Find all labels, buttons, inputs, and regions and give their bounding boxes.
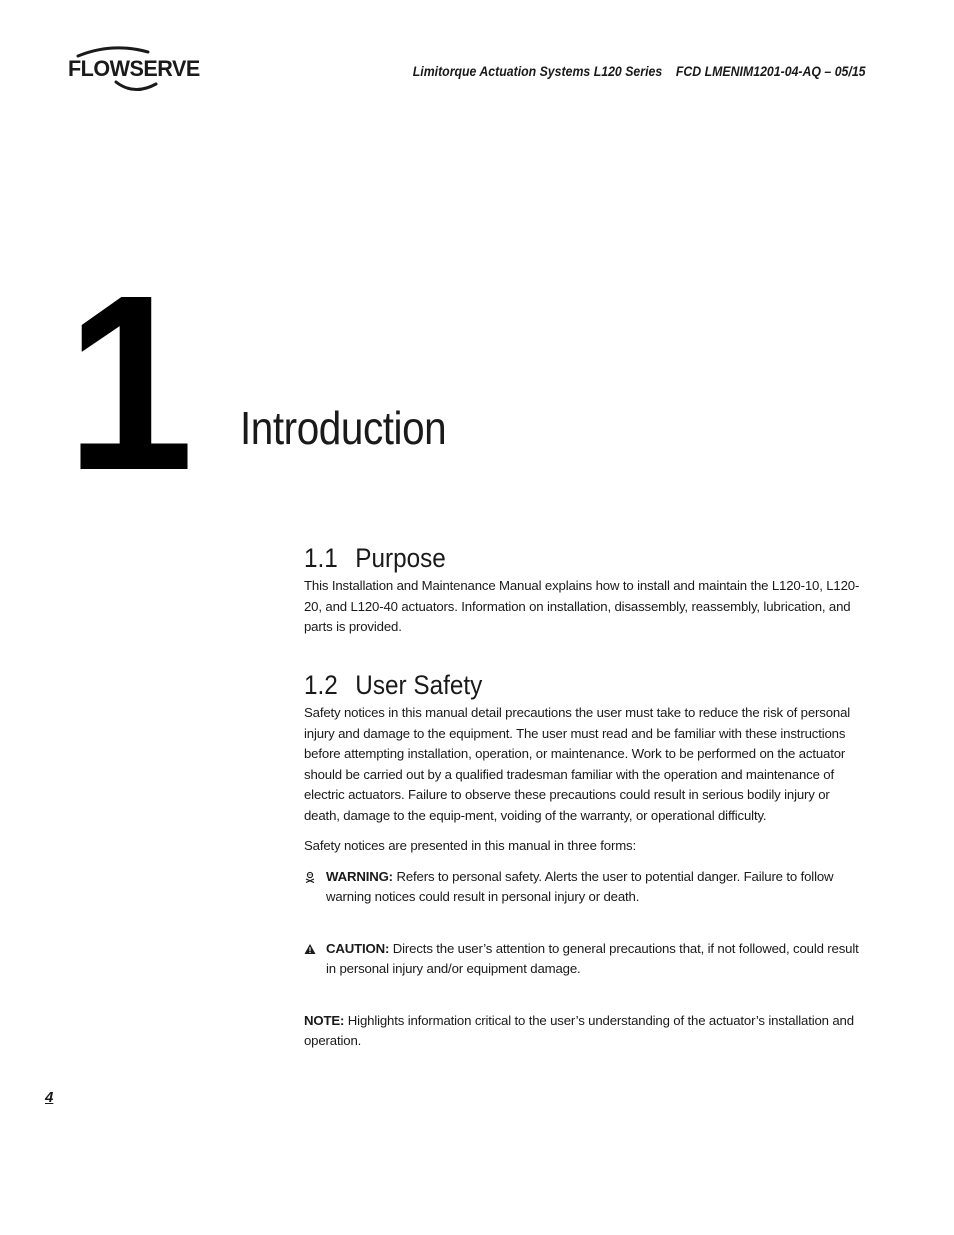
- purpose-paragraph: This Installation and Maintenance Manual explains how to install and maintain the L120-10, L120-20, and L120-40 actuators. Information on installation, disassembly, reassembly, lubrication, and parts is provided.: [304, 578, 860, 635]
- chapter-title: Introduction: [240, 402, 447, 454]
- section-heading-purpose: [304, 542, 808, 574]
- caution-text: Directs the user’s attention to general precautions that, if not followed, could result in personal injury and/or equipment damage.: [326, 940, 859, 977]
- warning-text: Refers to personal safety. Alerts the user to potential danger. Failure to follow warning notices could result in personal injury or death.: [326, 868, 834, 905]
- safety-forms-intro: Safety notices are presented in this manual in three forms:: [304, 838, 637, 854]
- document-header: Limitorque Actuation Systems L120 Series FCD LMENIM1201-04-AQ – 05/15: [413, 63, 866, 79]
- page-number: 4: [45, 1089, 54, 1106]
- caution-label: CAUTION:: [326, 940, 390, 956]
- warning-triangle-icon: [304, 943, 316, 955]
- section-heading-user-safety: [304, 669, 808, 701]
- logo-swoosh-icon: [68, 44, 208, 96]
- skull-crossbones-icon: [304, 871, 316, 883]
- note-text: Highlights information critical to the user’s understanding of the actuator’s installation and operation.: [304, 1012, 854, 1049]
- section-title: User Safety: [355, 669, 483, 700]
- note-label: NOTE:: [304, 1012, 345, 1028]
- main-content: [304, 542, 864, 1052]
- caution-notice: [304, 939, 864, 980]
- section-title: Purpose: [355, 543, 446, 573]
- chapter-number: 1: [66, 243, 187, 522]
- section-number: 1.2: [304, 669, 338, 700]
- logo-wordmark: FLOWSERVE: [68, 56, 200, 81]
- warning-label: WARNING:: [326, 868, 393, 884]
- note-notice: [304, 1011, 864, 1052]
- section-number: 1.1: [304, 543, 338, 573]
- user-safety-paragraph: Safety notices in this manual detail precautions the user must take to reduce the risk of personal injury and damage to the equipment. The user must read and be familiar with these instructions before attempting installation, operation, or maintenance. Work to be performed on the actuator should be carried out by a qualified tradesman familiar with the operation and maintenance of electric actuators. Failure to observe these precautions could result in serious bodily injury or death, damage to the equip-ment, voiding of the warranty, or operational difficulty.: [304, 705, 851, 823]
- flowserve-logo: [68, 44, 208, 96]
- warning-notice: [304, 867, 864, 908]
